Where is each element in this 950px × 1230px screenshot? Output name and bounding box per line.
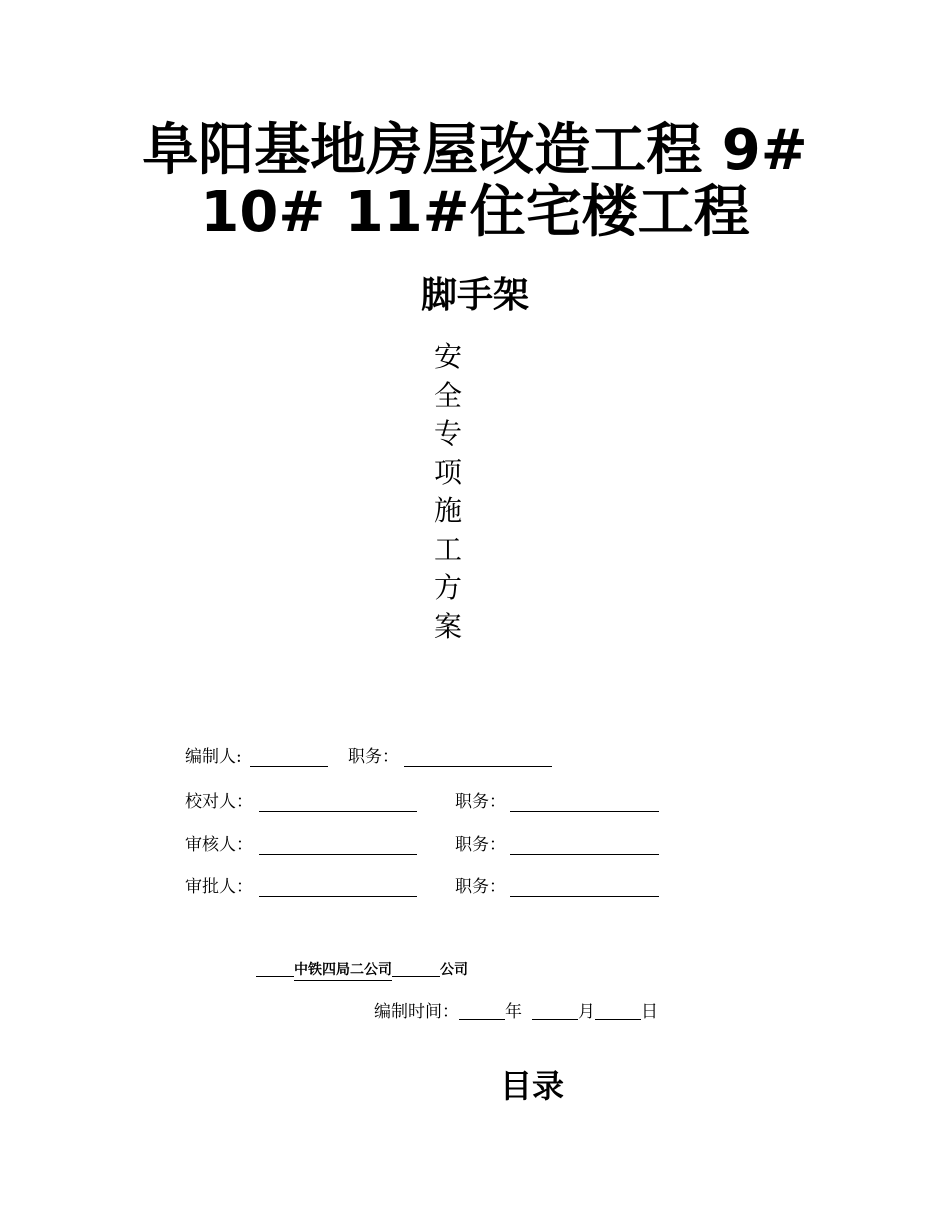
proofreader-position-label: 职务： (455, 792, 506, 812)
day-blank (595, 1001, 641, 1020)
company-name: 中铁四局二公司 (294, 960, 392, 981)
year-label: 年 (505, 1002, 522, 1022)
document-subtitle: 脚手架 (420, 275, 529, 316)
compiler-blank (250, 766, 328, 767)
compiler-position-label: 职务： (348, 747, 399, 767)
company-blank-left (256, 960, 294, 977)
vertical-title-char: 全 (433, 378, 462, 412)
compiler-label: 编制人: (185, 747, 242, 767)
vertical-title (428, 338, 468, 646)
compile-date-label: 编制时间： (374, 1002, 459, 1022)
compile-date (374, 1001, 658, 1023)
approver-position-label: 职务： (455, 877, 506, 897)
vertical-title-char: 案 (433, 609, 462, 643)
document-title-line-2: 10# 11#住宅楼工程 (200, 180, 750, 245)
proofreader-label: 校对人： (185, 792, 253, 812)
proofreader-blank (259, 811, 417, 812)
approver-position-blank (510, 896, 659, 897)
signoff-row-approver (185, 876, 665, 900)
vertical-title-char: 安 (433, 340, 462, 373)
company-suffix: 公司 (440, 962, 468, 978)
company-blank-right (392, 960, 440, 977)
company-line (256, 960, 468, 981)
year-blank (459, 1001, 505, 1020)
reviewer-position-label: 职务： (455, 835, 506, 855)
reviewer-position-blank (510, 854, 659, 855)
month-blank (532, 1001, 578, 1020)
reviewer-label: 审核人： (185, 835, 253, 855)
month-label: 月 (578, 1002, 595, 1022)
approver-blank (259, 896, 417, 897)
vertical-title-char: 项 (433, 455, 462, 489)
vertical-title-char: 方 (433, 571, 462, 604)
signoff-row-proofreader (185, 791, 665, 815)
signoff-row-reviewer (185, 834, 665, 858)
signoff-row-compiler (185, 746, 605, 770)
vertical-title-char: 施 (433, 494, 462, 527)
approver-label: 审批人： (185, 877, 253, 897)
proofreader-position-blank (510, 811, 659, 812)
vertical-title-char: 工 (433, 532, 462, 566)
toc-heading: 目录 (500, 1067, 565, 1105)
vertical-title-char: 专 (433, 417, 462, 450)
reviewer-blank (259, 854, 417, 855)
compiler-position-blank (404, 766, 552, 767)
document-title-line-1: 阜阳基地房屋改造工程 9# (142, 118, 808, 183)
day-label: 日 (641, 1002, 658, 1022)
